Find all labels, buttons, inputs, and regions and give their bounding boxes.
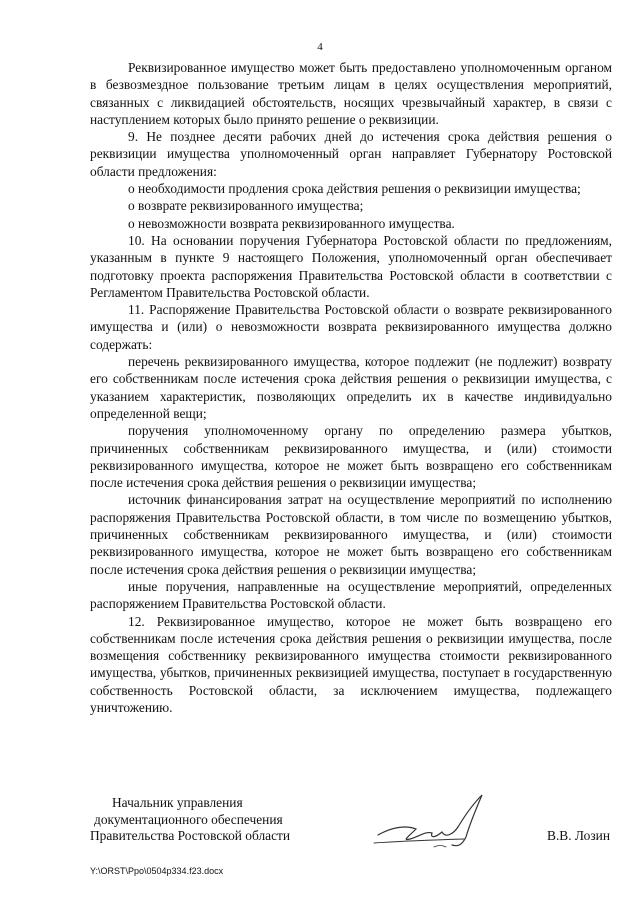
paragraph-other-instructions: иные поручения, направленные на осуществление мероприятий, определенных распоряжением Правительства Ростовской области. <box>90 578 612 612</box>
paragraph-item-10: 10. На основании поручения Губернатора Ростовской области по предложениям, указанным в пункте 9 настоящего Положения, уполномоченный орган обеспечивает подготовку проекта распоряжения Правительства Ростовской области в соответствии с Регламентом Правительства Ростовской области. <box>90 232 612 300</box>
file-path-footer: Y:\ORST\Ppo\0504p334.f23.docx <box>90 866 224 876</box>
paragraph-funding-source: источник финансирования затрат на осуществление мероприятий по исполнению распоряжения Правительства Ростовской области, в том числе по возмещению убытков, причиненных собственникам реквизированного имущества, и (или) стоимости реквизированного имущества, которое не может быть возвращено его собственникам после истечения срока действия решения о реквизиции имущества; <box>90 492 612 577</box>
document-body <box>90 59 612 716</box>
paragraph-item-12: 12. Реквизированное имущество, которое не может быть возвращено его собственникам после истечения срока действия решения о реквизиции имущества, после возмещения собственнику реквизированного имущества стоимости реквизированного имущества, убытков, причиненных реквизицией имущества, поступает в государственную собственность Ростовской области, за исключением имущества, подлежащего уничтожению. <box>90 613 612 715</box>
signatory-title-line-3: Правительства Ростовской области <box>90 828 291 843</box>
page-number: 4 <box>317 41 323 53</box>
paragraph-item-11: 11. Распоряжение Правительства Ростовской области о возврате реквизированного имущества и (или) о невозможности возврата реквизированного имущества должно содержать: <box>90 302 612 352</box>
paragraph-property-list: перечень реквизированного имущества, которое подлежит (не подлежит) возврату его собственникам после истечения срока действия решения о реквизиции имущества, с указанием характеристик, позволяющих определить их в качестве индивидуально определенной вещи; <box>90 354 612 421</box>
paragraph-item-9: 9. Не позднее десяти рабочих дней до истечения срока действия решения о реквизиции имущества уполномоченный орган направляет Губернатору Ростовской области предложения: <box>90 129 612 179</box>
signatory-title <box>90 795 290 845</box>
paragraph-no-return-proposal: о невозможности возврата реквизированного имущества. <box>128 215 455 231</box>
paragraph-requisitioned-property-use: Реквизированное имущество может быть предоставлено уполномоченным органом в безвозмездное пользование третьим лицам в целях осуществления мероприятий, связанных с ликвидацией обстоятельств, носящих чрезвычайный характер, в связи с наступлением которых было принято решение о реквизиции. <box>90 60 612 127</box>
paragraph-return-proposal: о возврате реквизированного имущества; <box>128 198 364 214</box>
signatory-title-line-2: документационного обеспечения <box>94 811 283 827</box>
handwritten-signature <box>372 787 502 857</box>
paragraph-damages-instructions: поручения уполномоченному органу по определению размера убытков, причиненных собственникам реквизированного имущества, и (или) стоимости реквизированного имущества, которое не может быть возвращено его собственникам после истечения срока действия решения о реквизиции имущества; <box>90 423 612 491</box>
signatory-name: В.В. Лозин <box>547 828 610 843</box>
signatory-title-line-1: Начальник управления <box>112 795 243 810</box>
paragraph-extension-proposal: о необходимости продления срока действия решения о реквизиции имущества; <box>128 181 581 197</box>
